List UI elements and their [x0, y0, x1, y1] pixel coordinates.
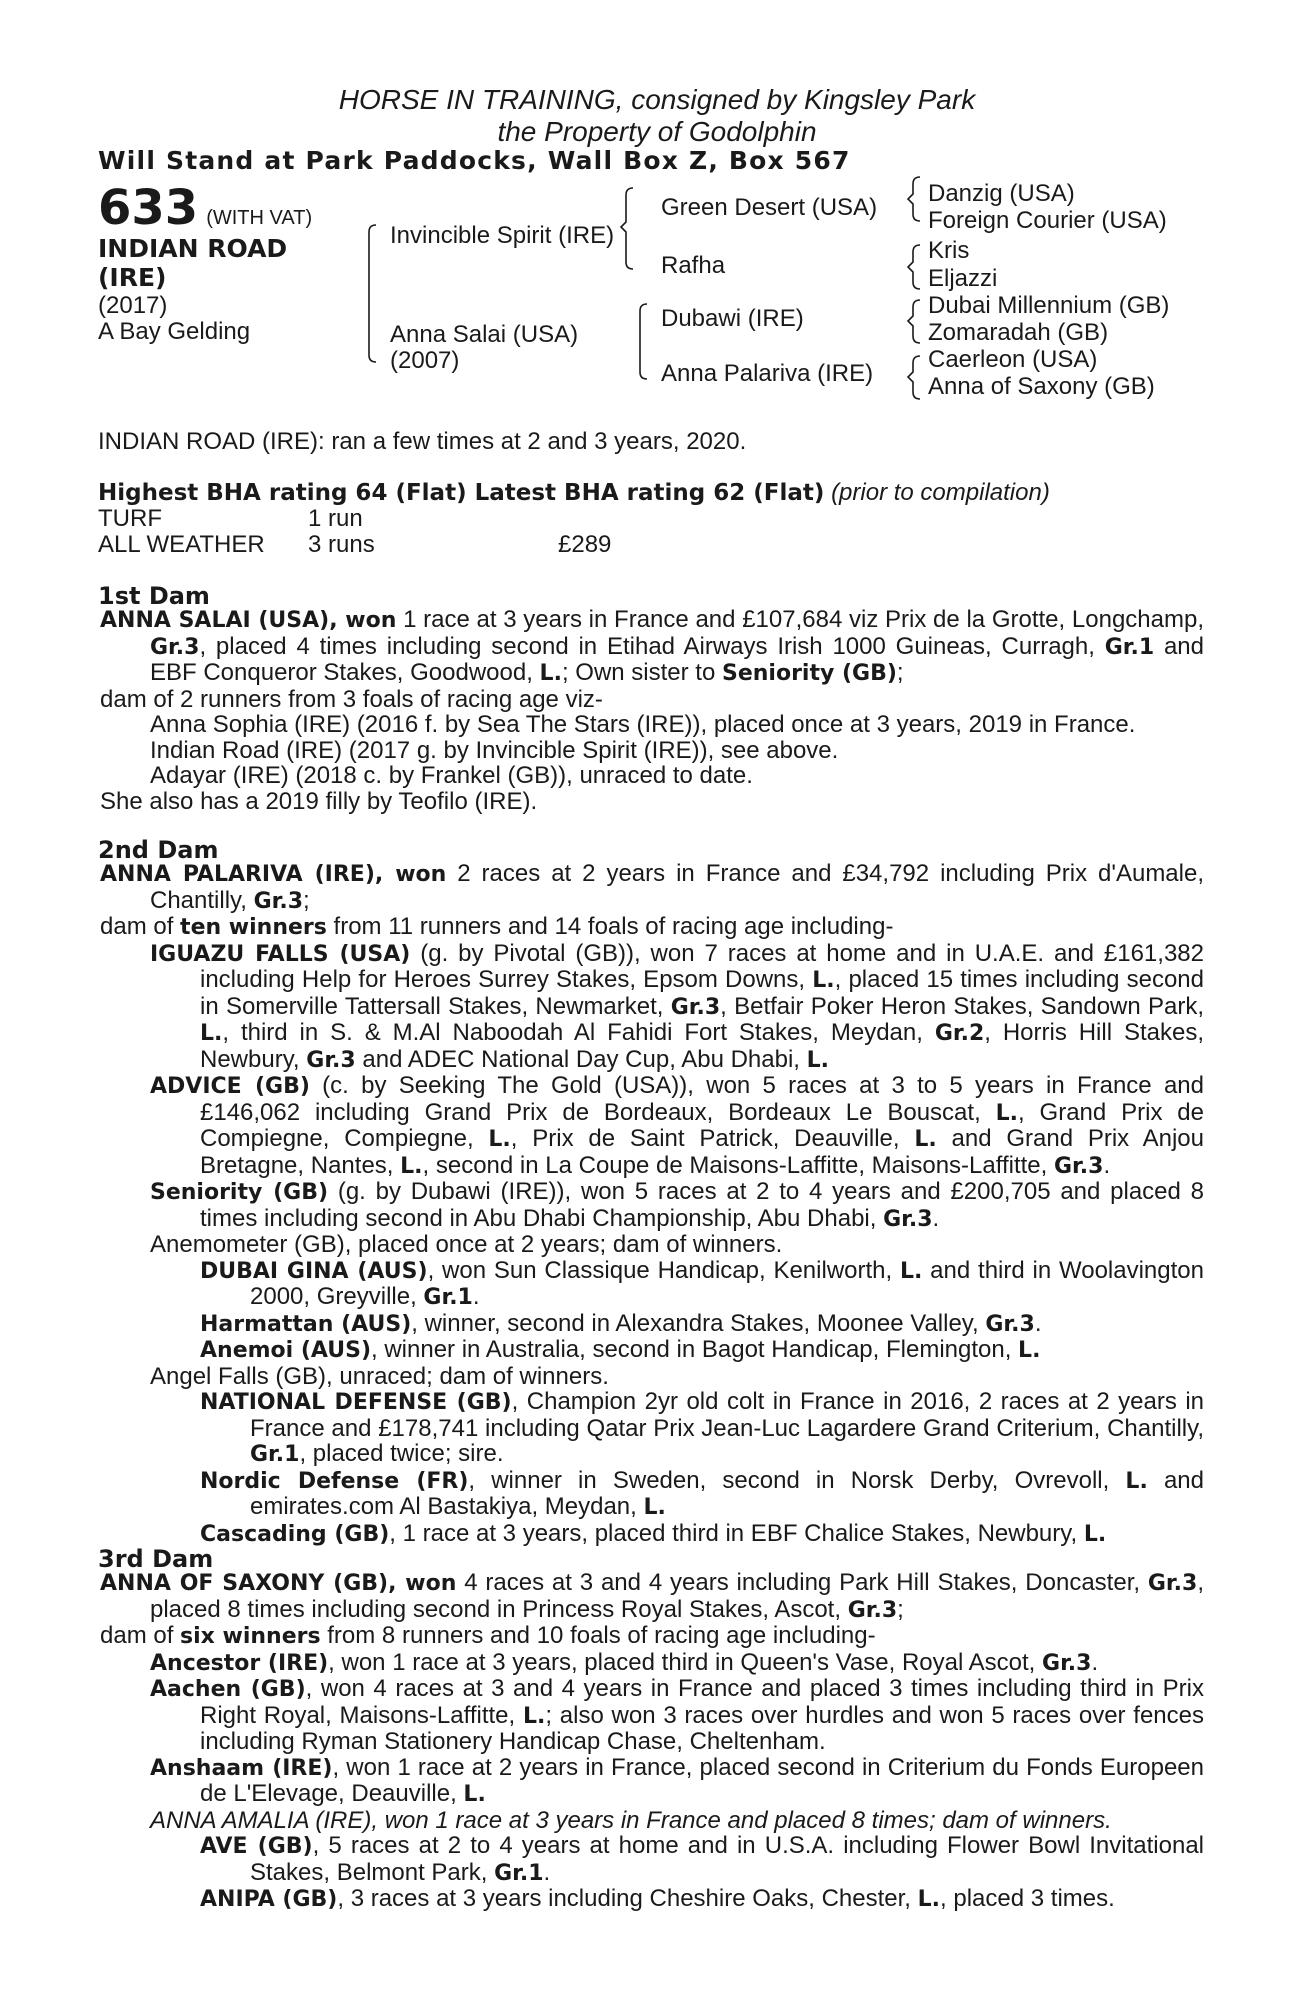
horse-name: ANIPA (GB): [200, 1887, 338, 1912]
horse-name: Harmattan (AUS): [200, 1311, 412, 1337]
produce-anipa: [100, 1886, 1204, 1913]
grade: L.: [812, 968, 835, 993]
won-label: won: [345, 608, 397, 633]
text: , placed 8 times including second in Princess Royal Stakes, Ascot,: [150, 1569, 1204, 1623]
grade: Gr.3: [306, 1047, 356, 1073]
grade: L.: [488, 1127, 511, 1152]
lot-number: 633: [98, 180, 199, 236]
pedigree-ssd: Foreign Courier (USA): [928, 207, 1167, 234]
text: , won 4 races at 3 and 4 years in France and placed 3 times including third in Prix Right Royal, Maisons-Laffitte,: [200, 1675, 1204, 1729]
sep: ,: [388, 1571, 406, 1596]
grade: L.: [899, 1258, 923, 1284]
text: , winner, second in Alexandra Stakes, Moonee Valley,: [411, 1309, 986, 1337]
text: from 11 runners and 14 foals of racing age including-: [326, 913, 894, 940]
bracket-sire-dam: [369, 225, 376, 362]
bracket-ss: [908, 177, 920, 221]
sister-name: Seniority (GB): [721, 661, 897, 686]
text: , placed 4 times including second in Etihad Airways Irish 1000 Guineas, Curragh,: [199, 632, 1105, 660]
grade: Gr.1: [494, 1860, 544, 1886]
grade: L.: [522, 1703, 546, 1729]
grade: L.: [1018, 1338, 1041, 1363]
pedigree-sds: Kris: [928, 237, 970, 264]
produce-seniority: [100, 1179, 1204, 1232]
race-summary: INDIAN ROAD (IRE): ran a few times at 2 and 3 years, 2020.: [98, 428, 747, 455]
text: (g. by Pivotal (GB)), won 7 races at home and in U.A.E. and £161,382 including Help for Heroes Surrey Stakes, Epsom Downs,: [200, 939, 1204, 993]
text: ;: [897, 1595, 904, 1623]
grade: Gr.3: [670, 994, 721, 1020]
text: , placed 3 times.: [940, 1885, 1115, 1912]
grade: L.: [400, 1153, 423, 1179]
dam1-section: [100, 607, 1204, 814]
turf-label: TURF: [98, 505, 162, 532]
horse-name: NATIONAL DEFENSE (GB): [200, 1390, 512, 1415]
text: ;: [303, 886, 310, 914]
header-property: the Property of Godolphin: [497, 116, 817, 147]
text: , second in La Coupe de Maisons-Laffitte, Maisons-Laffitte,: [422, 1151, 1054, 1179]
text: .: [1091, 1648, 1099, 1676]
text: , 5 races at 2 to 4 years at home and in U.S.A. including Flower Bowl Invitational Stakes, Belmont Park,: [250, 1832, 1204, 1886]
produce-dubai-gina: [100, 1258, 1204, 1311]
bracket-sire: [621, 188, 633, 269]
ratings-line: [98, 479, 1050, 507]
grade: Gr.2: [934, 1021, 985, 1046]
pedigree-dss: Dubai Millennium (GB): [928, 292, 1170, 319]
produce-ave: [100, 1833, 1204, 1886]
grade: L.: [914, 1127, 937, 1152]
lot-name-country: (IRE): [98, 263, 167, 292]
grade: L.: [995, 1100, 1018, 1126]
text: , won 1 race at 2 years in France, placed second in Criterium du Fonds Europeen de L'Elevage, Deauville,: [200, 1753, 1205, 1807]
text: , winner in Australia, second in Bagot Handicap, Flemington,: [371, 1336, 1019, 1363]
horse-name: Seniority (GB): [150, 1180, 329, 1205]
pedigree-dam-year: (2007): [390, 347, 460, 374]
grade: L.: [806, 1047, 830, 1073]
pedigree-sire-dam: Rafha: [661, 252, 726, 279]
grade: Gr.3: [150, 634, 200, 660]
dam1-produce-summary: dam of 2 runners from 3 foals of racing age viz-: [100, 685, 603, 713]
dam1-produce-item: Anna Sophia (IRE) (2016 f. by Sea The Stars (IRE)), placed once at 3 years, 2019 in France.: [150, 711, 1136, 738]
grade: Gr.3: [1042, 1650, 1092, 1676]
dam3-section: [100, 1570, 1204, 1913]
grade: Gr.3: [847, 1597, 898, 1623]
text: dam of: [100, 913, 181, 940]
text: and emirates.com Al Bastakiya, Meydan,: [250, 1466, 1204, 1520]
text: .: [472, 1283, 480, 1310]
pedigree-dam-dam: Anna Palariva (IRE): [661, 360, 874, 387]
dam1-heading: 1st Dam: [98, 582, 210, 610]
dam2-name: ANNA PALARIVA (IRE): [100, 862, 375, 887]
text: , Champion 2yr old colt in France in 2016, 2 races at 2 years in France and £178,741 including Qatar Prix Jean-Luc Lagardere Grand Criterium, Chantilly,: [250, 1388, 1205, 1442]
dam3-name: ANNA OF SAXONY (GB): [100, 1571, 389, 1596]
grade: Gr.3: [883, 1206, 933, 1232]
pedigree-sire: Invincible Spirit (IRE): [390, 222, 615, 249]
ratings-note: (prior to compilation): [831, 479, 1050, 506]
text: and third in Woolavington 2000, Greyville,: [250, 1256, 1204, 1310]
text: and EBF Conqueror Stakes, Goodwood,: [150, 632, 1205, 686]
text: .: [1103, 1151, 1111, 1179]
grade: Gr.1: [1104, 634, 1155, 660]
won-label: won: [395, 862, 447, 887]
produce-nordic-defense: [100, 1468, 1204, 1521]
grade: Gr.1: [423, 1285, 473, 1310]
horse-name: DUBAI GINA (AUS): [200, 1258, 428, 1284]
produce-anemoi: [100, 1337, 1204, 1364]
horse-name: Anshaam (IRE): [150, 1755, 333, 1781]
produce-anshaam: [100, 1755, 1204, 1808]
produce-national-defense: [100, 1389, 1204, 1468]
grade: L.: [539, 661, 562, 686]
text: , won 1 race at 3 years, placed third in Queen's Vase, Royal Ascot,: [328, 1648, 1043, 1676]
grade: L.: [917, 1887, 941, 1912]
grade: Gr.3: [1054, 1153, 1104, 1179]
grade: L.: [463, 1782, 486, 1807]
aw-prize: £289: [558, 531, 612, 558]
grade: Gr.3: [253, 888, 304, 914]
pedigree-ddd: Anna of Saxony (GB): [928, 373, 1155, 400]
produce-harmattan: [100, 1311, 1204, 1338]
produce-aachen: [100, 1676, 1204, 1755]
grade: L.: [1125, 1468, 1148, 1494]
horse-name: IGUAZU FALLS (USA): [150, 941, 411, 967]
pedigree-dam-sire: Dubawi (IRE): [661, 305, 804, 332]
text: .: [1034, 1309, 1042, 1337]
text: (c. by Seeking The Gold (USA)), won 5 races at 3 to 5 years in France and £146,062 including Grand Prix de Bordeaux, Bordeaux Le Bouscat,: [200, 1072, 1204, 1126]
pedigree-sdd: Eljazzi: [928, 265, 998, 292]
grade: Gr.1: [250, 1442, 300, 1467]
text: ; also won 3 races over hurdles and won 5 races over fences including Ryman Stationery Handicap Chase, Cheltenham.: [200, 1701, 1204, 1755]
header-consignor: HORSE IN TRAINING, consigned by Kingsley Park: [338, 84, 976, 115]
bracket-dd: [908, 356, 920, 399]
text: (g. by Dubawi (IRE)), won 5 races at 2 to 4 years and £200,705 and placed 8 times including second in Abu Dhabi Championship, Abu Dhabi,: [200, 1178, 1204, 1232]
dam2-produce-summary: [100, 914, 1204, 941]
horse-name: Ancestor (IRE): [150, 1650, 329, 1676]
text: and Grand Prix Anjou Bretagne, Nantes,: [200, 1125, 1205, 1179]
dam2-record: [100, 861, 1204, 914]
aw-runs: 3 runs: [308, 531, 375, 558]
text: , Grand Prix de Compiegne, Compiegne,: [200, 1098, 1204, 1152]
pedigree-dam: Anna Salai (USA): [390, 321, 579, 348]
grade: L.: [643, 1495, 666, 1520]
text: , 1 race at 3 years, placed third in EBF Chalice Stakes, Newbury,: [389, 1519, 1084, 1547]
header-stand: Will Stand at Park Paddocks, Wall Box Z, Box 567: [98, 146, 851, 175]
produce-angel-falls: Angel Falls (GB), unraced; dam of winners.: [150, 1362, 609, 1390]
text: , Horris Hill Stakes, Newbury,: [200, 1019, 1204, 1073]
text: , won Sun Classique Handicap, Kenilworth,: [427, 1256, 900, 1284]
text: 2 races at 2 years in France and £34,792 including Prix d'Aumale, Chantilly,: [150, 860, 1204, 914]
grade: L.: [200, 1021, 223, 1046]
text: , third in S. & M.Al Naboodah Al Fahidi Fort Stakes, Meydan,: [222, 1019, 935, 1046]
horse-name: Anemoi (AUS): [200, 1338, 372, 1363]
pedigree-dds: Caerleon (USA): [928, 346, 1098, 373]
text: , placed twice; sire.: [299, 1440, 504, 1467]
dam2-heading: 2nd Dam: [98, 836, 219, 864]
dam1-name: ANNA SALAI (USA): [100, 608, 330, 633]
winners-count: ten winners: [180, 915, 327, 940]
lot-year: (2017): [98, 292, 168, 319]
produce-iguazu-falls: [100, 941, 1204, 1074]
horse-name: Nordic Defense (FR): [200, 1468, 469, 1494]
dam3-record: [100, 1570, 1204, 1623]
text: .: [932, 1204, 940, 1232]
aw-label: ALL WEATHER: [98, 531, 265, 558]
text: and ADEC National Day Cup, Abu Dhabi,: [355, 1045, 807, 1073]
grade: L.: [1083, 1521, 1107, 1547]
text: , winner in Sweden, second in Norsk Derby, Ovrevoll,: [468, 1466, 1126, 1494]
horse-name: AVE (GB): [200, 1834, 313, 1859]
winners-count: six winners: [180, 1624, 321, 1649]
sep: ,: [329, 608, 346, 633]
dam2-section: [100, 861, 1204, 1547]
won-label: won: [405, 1571, 457, 1596]
produce-ancestor: [100, 1650, 1204, 1677]
ratings-bold: Highest BHA rating 64 (Flat) Latest BHA rating 62 (Flat): [98, 480, 825, 506]
text: ; Own sister to: [561, 659, 722, 686]
text: from 8 runners and 10 foals of racing age including-: [320, 1622, 876, 1649]
pedigree-dsd: Zomaradah (GB): [928, 319, 1109, 346]
dam3-produce-summary: [100, 1623, 1204, 1650]
lot-vat: (WITH VAT): [206, 207, 313, 229]
horse-name: ADVICE (GB): [150, 1074, 310, 1099]
text: .: [543, 1858, 551, 1886]
text: , placed 15 times including second in Somerville Tattersall Stakes, Newmarket,: [200, 966, 1204, 1020]
dam1-produce-item: Indian Road (IRE) (2017 g. by Invincible Spirit (IRE)), see above.: [150, 736, 839, 764]
produce-advice: [100, 1073, 1204, 1179]
text: ;: [896, 659, 904, 686]
dam1-footnote: She also has a 2019 filly by Teofilo (IRE).: [100, 787, 538, 815]
produce-anemometer: Anemometer (GB), placed once at 2 years; dam of winners.: [150, 1231, 783, 1258]
sep: ,: [374, 862, 396, 887]
bracket-dam: [640, 304, 647, 379]
dam1-produce-item: Adayar (IRE) (2018 c. by Frankel (GB)), unraced to date.: [150, 762, 753, 789]
pedigree-sss: Danzig (USA): [928, 180, 1075, 207]
grade: Gr.3: [985, 1311, 1035, 1337]
pedigree-sire-sire: Green Desert (USA): [661, 194, 878, 221]
lot-name: INDIAN ROAD: [98, 234, 288, 263]
horse-name: Aachen (GB): [150, 1677, 306, 1702]
bracket-sd: [908, 245, 920, 289]
text: , Betfair Poker Heron Stakes, Sandown Park,: [720, 992, 1205, 1020]
text: dam of: [100, 1622, 181, 1649]
bracket-ds: [908, 300, 920, 343]
dam3-heading: 3rd Dam: [98, 1545, 214, 1573]
turf-runs: 1 run: [308, 505, 363, 532]
produce-cascading: [100, 1521, 1204, 1548]
dam1-record: [100, 607, 1204, 687]
text: , 3 races at 3 years including Cheshire Oaks, Chester,: [337, 1885, 918, 1912]
text: 1 race at 3 years in France and £107,684 viz Prix de la Grotte, Longchamp,: [396, 606, 1204, 633]
lot-description: A Bay Gelding: [98, 318, 251, 345]
text: , Prix de Saint Patrick, Deauville,: [510, 1125, 915, 1152]
produce-anna-amalia: ANNA AMALIA (IRE), won 1 race at 3 years in France and placed 8 times; dam of winners.: [150, 1806, 1112, 1834]
grade: Gr.3: [1147, 1571, 1198, 1596]
text: 4 races at 3 and 4 years including Park Hill Stakes, Doncaster,: [456, 1569, 1148, 1596]
horse-name: Cascading (GB): [200, 1521, 390, 1547]
